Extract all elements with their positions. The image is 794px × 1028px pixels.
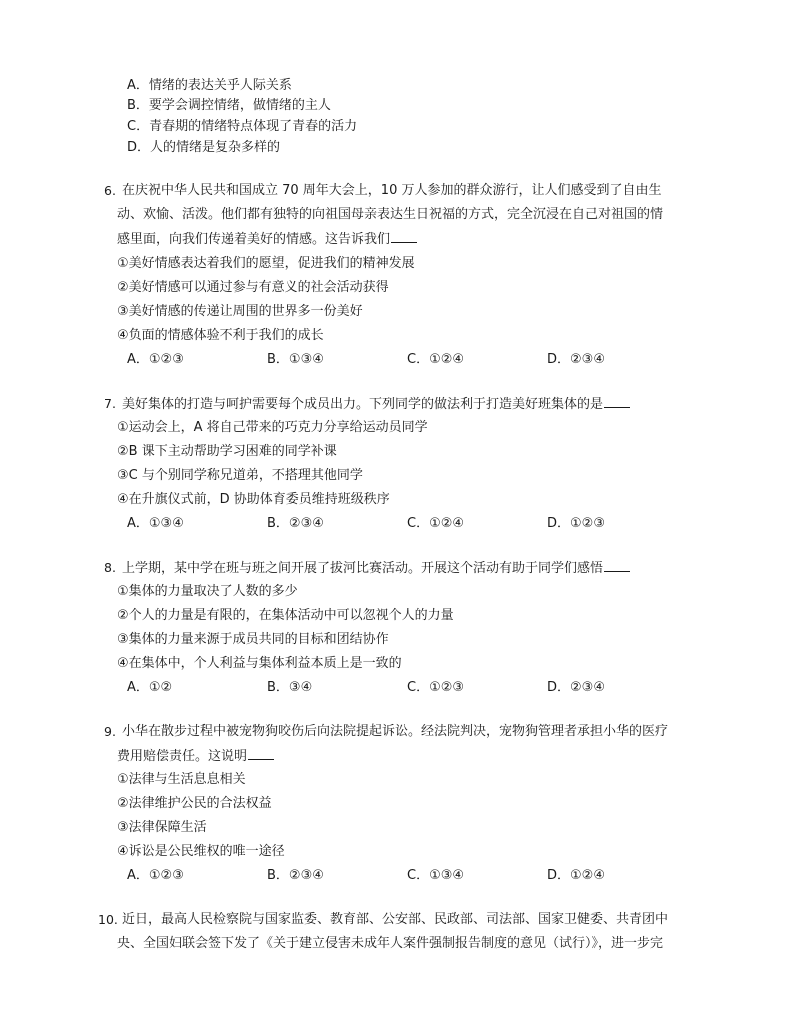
q6-stem-line-2: 动、欢愉、活泼。他们都有独特的向祖国母亲表达生日祝福的方式，完全沉浸在自己对祖国的情: [117, 207, 664, 222]
q7-choice-b: B．②③④: [267, 516, 324, 531]
q8-choice-a: A．①②: [127, 680, 173, 695]
q10-stem-line-1: 近日，最高人民检察院与国家监委、教育部、公安部、民政部、司法部、国家卫健委、共青团中: [122, 912, 669, 927]
q8-number: 8.: [104, 560, 116, 575]
answer-blank: [248, 746, 274, 760]
q6-statement-2: ②美好情感可以通过参与有意义的社会活动获得: [117, 280, 389, 295]
q8-stem-line-1: [122, 558, 630, 578]
q7-statement-1: ①运动会上，A 将自己带来的巧克力分享给运动员同学: [117, 420, 428, 435]
q6-stem-line-3: [117, 229, 417, 249]
q7-statement-3: ③C 与个别同学称兄道弟，不搭理其他同学: [117, 468, 363, 483]
q9-choice-c: C．①③④: [407, 868, 465, 883]
answer-blank: [604, 558, 630, 572]
q7-number: 7.: [104, 396, 116, 411]
q7-choice-c: C．①②④: [407, 516, 465, 531]
q6-choice-d: D．②③④: [547, 352, 605, 367]
q7-stem-text: 美好集体的打造与呵护需要每个成员出力。下列同学的做法利于打造美好班集体的是: [122, 397, 604, 412]
q6-statement-4: ④负面的情感体验不利于我们的成长: [117, 328, 324, 343]
q9-statement-2: ②法律维护公民的合法权益: [117, 796, 272, 811]
q6-choice-a: A．①②③: [127, 352, 184, 367]
q9-choice-a: A．①②③: [127, 868, 184, 883]
q9-stem-line-1: 小华在散步过程中被宠物狗咬伤后向法院提起诉讼。经法院判决，宠物狗管理者承担小华的医疗: [122, 724, 669, 739]
q9-statement-4: ④诉讼是公民维权的唯一途径: [117, 844, 285, 859]
q6-statement-3: ③美好情感的传递让周围的世界多一份美好: [117, 304, 363, 319]
q6-statement-1: ①美好情感表达着我们的愿望，促进我们的精神发展: [117, 256, 415, 271]
q7-choice-d: D．①②③: [547, 516, 605, 531]
q8-statement-3: ③集体的力量来源于成员共同的目标和团结协作: [117, 632, 389, 647]
answer-blank: [391, 229, 417, 243]
q8-choice-d: D．②③④: [547, 680, 605, 695]
q6-number: 6.: [104, 183, 116, 198]
q9-number: 9.: [104, 724, 116, 739]
q7-choice-a: A．①③④: [127, 516, 184, 531]
q5-option-b: B．要学会调控情绪，做情绪的主人: [127, 98, 331, 113]
q7-stem-line-1: [122, 394, 630, 414]
q6-stem-line-1: 在庆祝中华人民共和国成立 70 周年大会上，10 万人参加的群众游行，让人们感受到了自由生: [122, 183, 662, 198]
q5-option-d: D．人的情绪是复杂多样的: [127, 140, 281, 155]
q5-option-c: C．青春期的情绪特点体现了青春的活力: [127, 119, 358, 134]
q8-statement-2: ②个人的力量是有限的，在集体活动中可以忽视个人的力量: [117, 608, 454, 623]
q9-stem-text: 费用赔偿责任。这说明: [117, 749, 248, 764]
q8-statement-4: ④在集体中，个人利益与集体利益本质上是一致的: [117, 656, 402, 671]
q8-statement-1: ①集体的力量取决了人数的多少: [117, 584, 298, 599]
q9-statement-3: ③法律保障生活: [117, 820, 207, 835]
q9-stem-line-2: [117, 746, 274, 766]
q8-choice-c: C．①②③: [407, 680, 465, 695]
q9-choice-b: B．②③④: [267, 868, 324, 883]
q6-choice-c: C．①②④: [407, 352, 465, 367]
q10-number: 10.: [98, 912, 118, 927]
q9-choice-d: D．①②④: [547, 868, 605, 883]
q5-option-a: A．情绪的表达关乎人际关系: [127, 78, 292, 93]
answer-blank: [604, 394, 630, 408]
q8-choice-b: B．③④: [267, 680, 313, 695]
q6-choice-b: B．①③④: [267, 352, 324, 367]
q10-stem-line-2: 央、全国妇联会签下发了《关于建立侵害未成年人案件强制报告制度的意见（试行）》，进一步完: [117, 936, 664, 951]
q9-statement-1: ①法律与生活息息相关: [117, 772, 246, 787]
q8-stem-text: 上学期，某中学在班与班之间开展了拔河比赛活动。开展这个活动有助于同学们感悟: [122, 561, 604, 576]
q7-statement-4: ④在升旗仪式前，D 协助体育委员维持班级秩序: [117, 492, 390, 507]
q6-stem-text: 感里面，向我们传递着美好的情感。这告诉我们: [117, 232, 391, 247]
q7-statement-2: ②B 课下主动帮助学习困难的同学补课: [117, 444, 337, 459]
